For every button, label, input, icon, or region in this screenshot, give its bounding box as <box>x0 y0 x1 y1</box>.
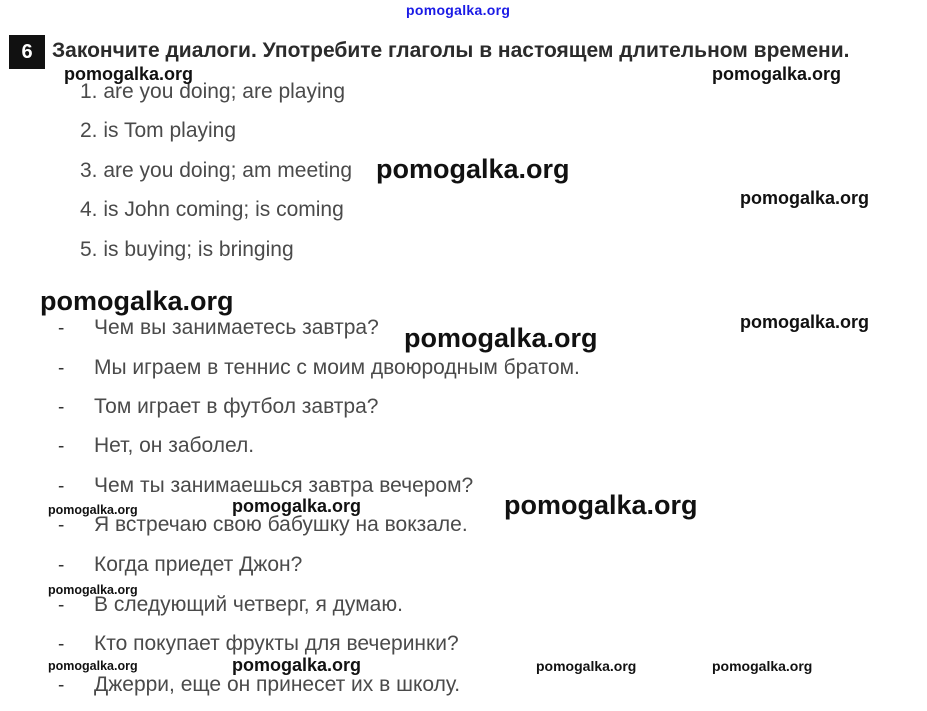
answer-item: 4. is John coming; is coming <box>80 198 344 221</box>
watermark: pomogalka.org <box>712 658 813 674</box>
exercise-instruction: Закончите диалоги. Употребите глаголы в настоящем длительном времени. <box>52 39 850 62</box>
dialogue-dash: - <box>58 555 65 576</box>
answer-item: 5. is buying; is bringing <box>80 238 294 261</box>
dialogue-line: В следующий четверг, я думаю. <box>94 593 403 616</box>
watermark: pomogalka.org <box>740 188 870 208</box>
dialogue-line: Я встречаю свою бабушку на вокзале. <box>94 513 468 536</box>
dialogue-line: Чем ты занимаешься завтра вечером? <box>94 474 474 497</box>
answer-item: 1. are you doing; are playing <box>80 80 346 103</box>
answer-item: 3. are you doing; am meeting <box>80 159 352 182</box>
dialogue-line: Том играет в футбол завтра? <box>94 395 379 418</box>
watermark: pomogalka.org <box>48 503 138 517</box>
watermark: pomogalka.org <box>64 64 194 84</box>
dialogue-line: Нет, он заболел. <box>94 434 255 457</box>
dialogue-dash: - <box>58 515 65 536</box>
dialogue-dash: - <box>58 634 65 655</box>
watermark: pomogalka.org <box>232 655 362 675</box>
watermark: pomogalka.org <box>232 496 362 516</box>
dialogue-dash: - <box>58 595 65 616</box>
dialogue-line: Мы играем в теннис с моим двоюродным братом. <box>94 356 580 379</box>
dialogue-line: Джерри, еще он принесет их в школу. <box>94 673 461 696</box>
watermark: pomogalka.org <box>504 490 698 520</box>
watermark: pomogalka.org <box>48 583 138 597</box>
dialogue-dash: - <box>58 436 65 457</box>
dialogue-dash: - <box>58 476 65 497</box>
watermark: pomogalka.org <box>740 312 870 332</box>
dialogue-line: Когда приедет Джон? <box>94 553 303 576</box>
dialogue-dash: - <box>58 675 65 696</box>
dialogue-line: Чем вы занимаетесь завтра? <box>94 316 379 339</box>
watermark: pomogalka.org <box>376 154 570 184</box>
dialogue-line: Кто покупает фрукты для вечеринки? <box>94 632 459 655</box>
dialogue-dash: - <box>58 358 65 379</box>
watermark: pomogalka.org <box>48 659 138 673</box>
watermark: pomogalka.org <box>40 286 234 316</box>
answer-item: 2. is Tom playing <box>80 119 237 142</box>
watermark: pomogalka.org <box>404 323 598 353</box>
dialogue-dash: - <box>58 318 65 339</box>
dialogue-dash: - <box>58 397 65 418</box>
watermark: pomogalka.org <box>712 64 842 84</box>
exercise-number-badge: 6 <box>9 35 45 69</box>
watermark: pomogalka.org <box>536 658 637 674</box>
site-watermark-top: pomogalka.org <box>406 2 511 18</box>
